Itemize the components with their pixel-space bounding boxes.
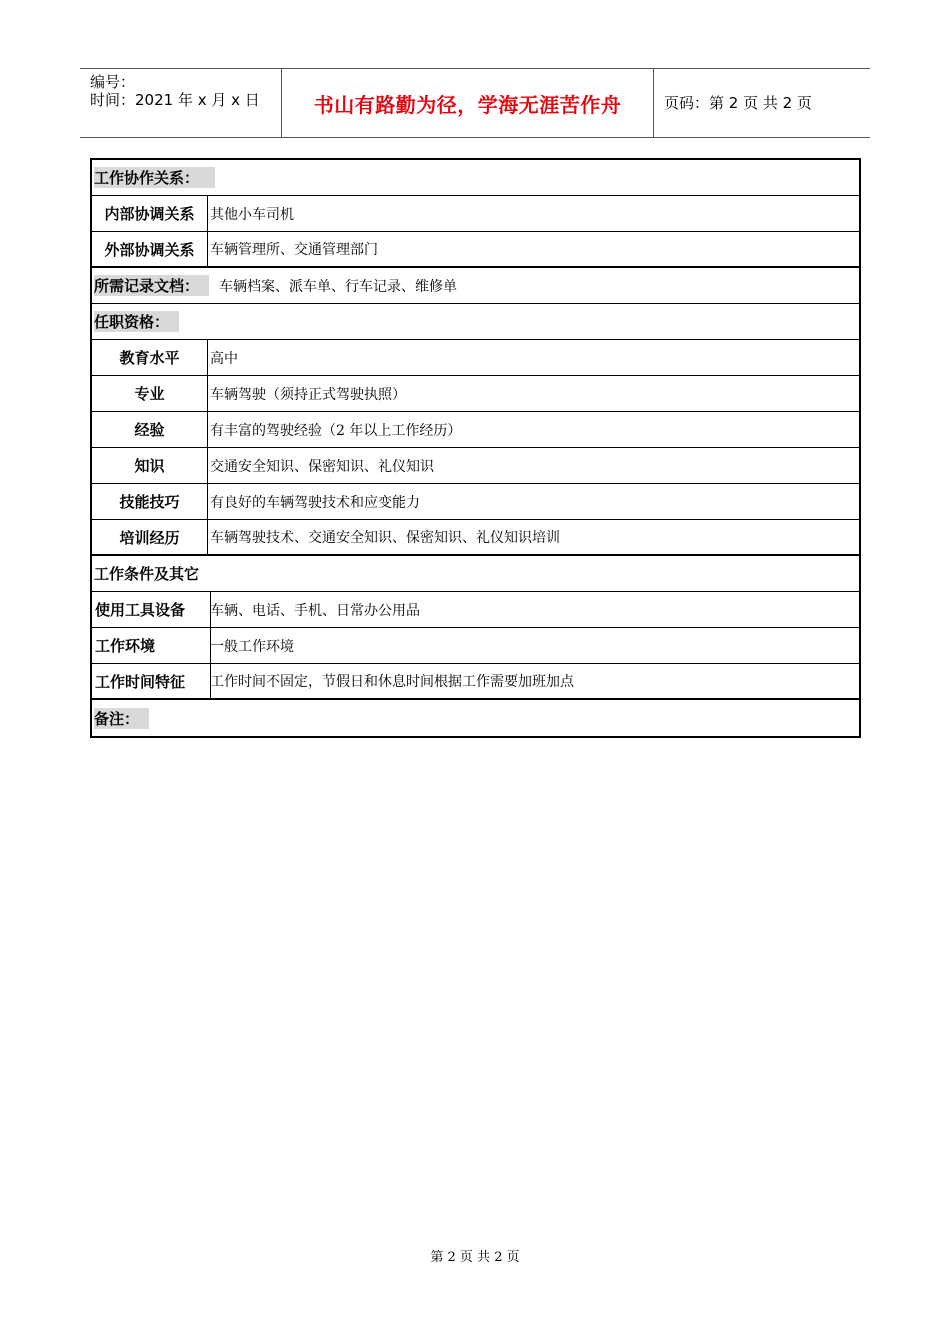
table-row	[92, 520, 859, 556]
condition-label: 工作环境	[92, 628, 211, 663]
page-footer: 第 2 页 共 2 页	[430, 1250, 520, 1265]
page-info: 页码：第 2 页 共 2 页	[664, 94, 812, 112]
qualification-value: 交通安全知识、保密知识、礼仪知识	[210, 458, 434, 475]
table-row	[92, 232, 859, 268]
qualification-value: 车辆驾驶（须持正式驾驶执照）	[210, 386, 406, 403]
internal-coordination-value: 其他小车司机	[210, 206, 294, 223]
section-row-remarks	[92, 700, 859, 736]
qualification-label: 经验	[92, 412, 208, 447]
condition-label: 使用工具设备	[92, 592, 211, 627]
section-title-coordination: 工作协作关系：	[94, 167, 215, 188]
section-title-conditions: 工作条件及其它	[94, 565, 200, 583]
section-row-coordination	[92, 160, 859, 196]
qualification-label: 技能技巧	[92, 484, 208, 519]
section-row-conditions	[92, 556, 859, 592]
header-meta-cell	[80, 69, 282, 137]
job-description-table	[90, 158, 861, 738]
document-number-label: 编号：	[90, 73, 136, 91]
section-title-records: 所需记录文档：	[94, 275, 209, 296]
internal-coordination-label: 内部协调关系	[92, 196, 208, 231]
header-motto: 书山有路勤为径，学海无涯苦作舟	[282, 69, 654, 137]
table-row	[92, 484, 859, 520]
section-title-qualifications: 任职资格：	[94, 311, 179, 332]
table-row	[92, 628, 859, 664]
section-title-remarks: 备注：	[94, 708, 149, 729]
condition-value: 车辆、电话、手机、日常办公用品	[210, 602, 420, 619]
table-row	[92, 412, 859, 448]
records-value: 车辆档案、派车单、行车记录、维修单	[219, 278, 458, 295]
table-row	[92, 592, 859, 628]
qualification-label: 知识	[92, 448, 208, 483]
qualification-label: 专业	[92, 376, 208, 411]
table-row	[92, 664, 859, 700]
qualification-label: 培训经历	[92, 520, 208, 554]
condition-value: 工作时间不固定，节假日和休息时间根据工作需要加班加点	[210, 674, 574, 690]
table-row	[92, 196, 859, 232]
qualification-value: 有丰富的驾驶经验（2 年以上工作经历）	[210, 422, 462, 439]
document-date: 时间：2021 年 x 月 x 日	[90, 91, 260, 109]
qualification-value: 车辆驾驶技术、交通安全知识、保密知识、礼仪知识培训	[210, 530, 560, 546]
qualification-value: 有良好的车辆驾驶技术和应变能力	[210, 494, 420, 511]
condition-label: 工作时间特征	[92, 664, 211, 698]
document-header	[80, 68, 870, 138]
table-row	[92, 340, 859, 376]
section-row-qualifications	[92, 304, 859, 340]
qualification-label: 教育水平	[92, 340, 208, 375]
table-row	[92, 376, 859, 412]
table-row	[92, 448, 859, 484]
external-coordination-value: 车辆管理所、交通管理部门	[210, 242, 378, 258]
section-row-records	[92, 268, 859, 304]
condition-value: 一般工作环境	[210, 638, 294, 655]
qualification-value: 高中	[210, 350, 238, 367]
external-coordination-label: 外部协调关系	[92, 232, 208, 266]
